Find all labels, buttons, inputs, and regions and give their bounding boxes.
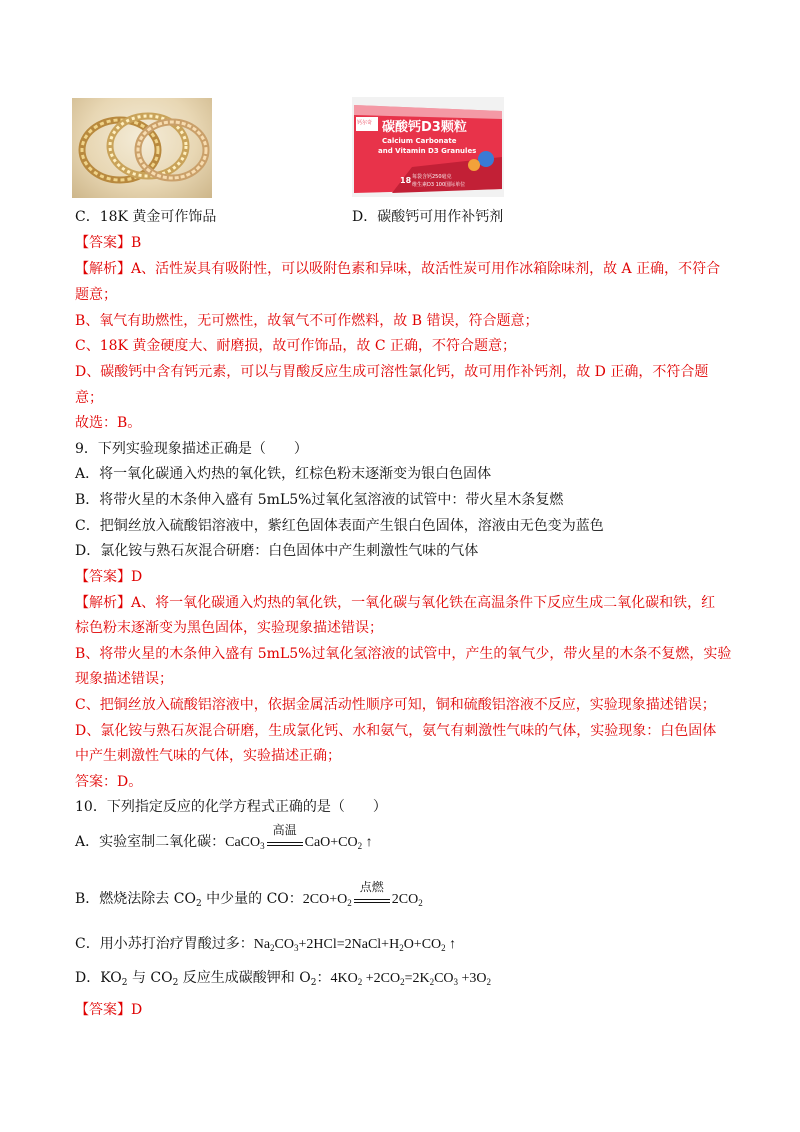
equation-b: $2CO+O_2$ 点燃 $2CO_2$ xyxy=(303,892,423,907)
answer-label: 【答案】 xyxy=(75,1002,131,1018)
q8-option-c: C．18K 黄金可作饰品 xyxy=(75,209,217,225)
box-en-line2: and Vitamin D3 Granules xyxy=(378,147,477,155)
box-spec1: 每袋含钙250毫克 xyxy=(412,174,452,180)
q9-explanation-d1: D、氯化铵与熟石灰混合研磨，生成氯化钙、水和氨气，氨气有刺激性气味的气体，实验现象：白色固体 xyxy=(75,723,717,739)
explanation-text: A、将一氧化碳通入灼热的氧化铁，一氧化碳与氧化铁在高温条件下反应生成二氧化碳和铁，红 xyxy=(131,595,716,611)
option-text: D．KO xyxy=(75,970,122,986)
q8-explanation-d1: D、碳酸钙中含有钙元素，可以与胃酸反应生成可溶性氯化钙，故可用作补钙剂，故 D 正确，不符合题 xyxy=(75,364,709,380)
q8-answer xyxy=(75,233,141,253)
equation-a: CaCO$_3$ 高温 $CaO+CO_2$ ↑ xyxy=(225,835,373,850)
q9-option-c: C．把铜丝放入硫酸铝溶液中，紫红色固体表面产生银白色固体，溶液由无色变为蓝色 xyxy=(75,518,604,534)
box-count: 18 xyxy=(400,176,412,185)
condition-label: 点燃 xyxy=(359,880,384,894)
option-text: ： xyxy=(316,970,331,986)
q10-option-c xyxy=(75,934,456,958)
q9-explanation-b1: B、将带火星的木条伸入盛有 5mL5%过氧化氢溶液的试管中，产生的氧气少，带火星的木条不复燃，实验 xyxy=(75,646,732,662)
answer-label: 【答案】 xyxy=(75,569,131,585)
q9-option-b: B．将带火星的木条伸入盛有 5mL5%过氧化氢溶液的试管中：带火星木条复燃 xyxy=(75,492,564,508)
q9-explanation-c: C、把铜丝放入硫酸铝溶液中，依据金属活动性顺序可知，铜和硫酸铝溶液不反应，实验现象描述错误； xyxy=(75,697,716,713)
option-text: A．实验室制二氧化碳： xyxy=(75,834,226,850)
answer-value: D xyxy=(131,1002,143,1018)
q8-conclusion: 故选：B。 xyxy=(75,415,142,431)
q9-explanation-a2: 棕色粉末逐渐变为黑色固体，实验现象描述错误； xyxy=(75,620,383,636)
explanation-text: A、活性炭具有吸附性，可以吸附色素和异味，故活性炭可用作冰箱除味剂，故 A 正确，不符合 xyxy=(131,261,721,277)
q9-answer xyxy=(75,567,142,587)
q9-conclusion: 答案：D。 xyxy=(75,774,143,790)
q8-explanation-c: C、18K 黄金硬度大、耐磨损，故可作饰品，故 C 正确，不符合题意； xyxy=(75,338,517,354)
q8-explanation-a2: 题意； xyxy=(75,287,117,303)
q9-explanation-a1 xyxy=(75,593,715,613)
condition-label: 高温 xyxy=(272,823,297,837)
q8-explanation-b: B、氧气有助燃性，无可燃性，故氧气不可作燃料，故 B 错误，符合题意； xyxy=(75,313,539,329)
box-en-line1: Calcium Carbonate xyxy=(382,137,457,145)
q10-stem: 10．下列指定反应的化学方程式正确的是（ ） xyxy=(75,799,387,815)
equation-d: $4KO_2 +2CO_2=2K_2CO_3 +3O_2$ xyxy=(330,971,492,987)
gold-rings-image xyxy=(72,98,212,198)
option-text: B．燃烧法除去 CO xyxy=(75,891,196,907)
q10-option-d: D．$KO_2$ 与 $CO_2$ 反应生成碳酸钾和 $O_2$：$4KO_2 +2CO_2=2K_2CO_3 +3O_2$ xyxy=(75,970,492,988)
q10-option-b: B．燃烧法除去 $CO_2$ 中少量的 CO：$2CO+O_2$ 点燃 $2CO_2$ xyxy=(75,889,423,914)
equation-c: $Na_2CO_3+2HCl=2NaCl+H_2O+CO_2$ ↑ xyxy=(253,937,457,953)
q8-explanation-d2: 意； xyxy=(75,390,103,406)
option-text: C．用小苏打治疗胃酸过多： xyxy=(75,936,254,952)
box-cn-title: 碳酸钙D3颗粒 xyxy=(382,120,467,135)
calcium-carbonate-box-image xyxy=(352,97,504,197)
q8-option-d: D．碳酸钙可用作补钙剂 xyxy=(352,209,504,225)
q10-option-a xyxy=(75,823,373,856)
q9-stem: 9．下列实验现象描述正确是（ ） xyxy=(75,441,308,457)
option-text: 反应生成碳酸钾和 O xyxy=(178,970,311,986)
option-text: 与 CO xyxy=(127,970,173,986)
q8-explanation-a1 xyxy=(75,259,720,279)
answer-label: 【答案】 xyxy=(75,235,131,251)
explanation-label: 【解析】 xyxy=(75,261,131,277)
q9-option-d: D．氯化铵与熟石灰混合研磨：白色固体中产生刺激性气味的气体 xyxy=(75,543,479,559)
answer-value: D xyxy=(131,569,143,585)
q9-explanation-d2: 中产生刺激性气味的气体，实验描述正确； xyxy=(75,748,341,764)
box-spec2: 维生素D3 100国际单位 xyxy=(412,182,466,188)
q9-option-a: A．将一氧化碳通入灼热的氧化铁，红棕色粉末逐渐变为银白色固体 xyxy=(75,466,492,482)
option-text: 中少量的 CO： xyxy=(201,891,303,907)
box-brand-tag: 钙尔奇 xyxy=(357,120,373,126)
answer-value: B xyxy=(131,235,142,251)
q9-explanation-b2: 现象描述错误； xyxy=(75,671,173,687)
q10-answer xyxy=(75,1000,142,1020)
explanation-label: 【解析】 xyxy=(75,595,131,611)
